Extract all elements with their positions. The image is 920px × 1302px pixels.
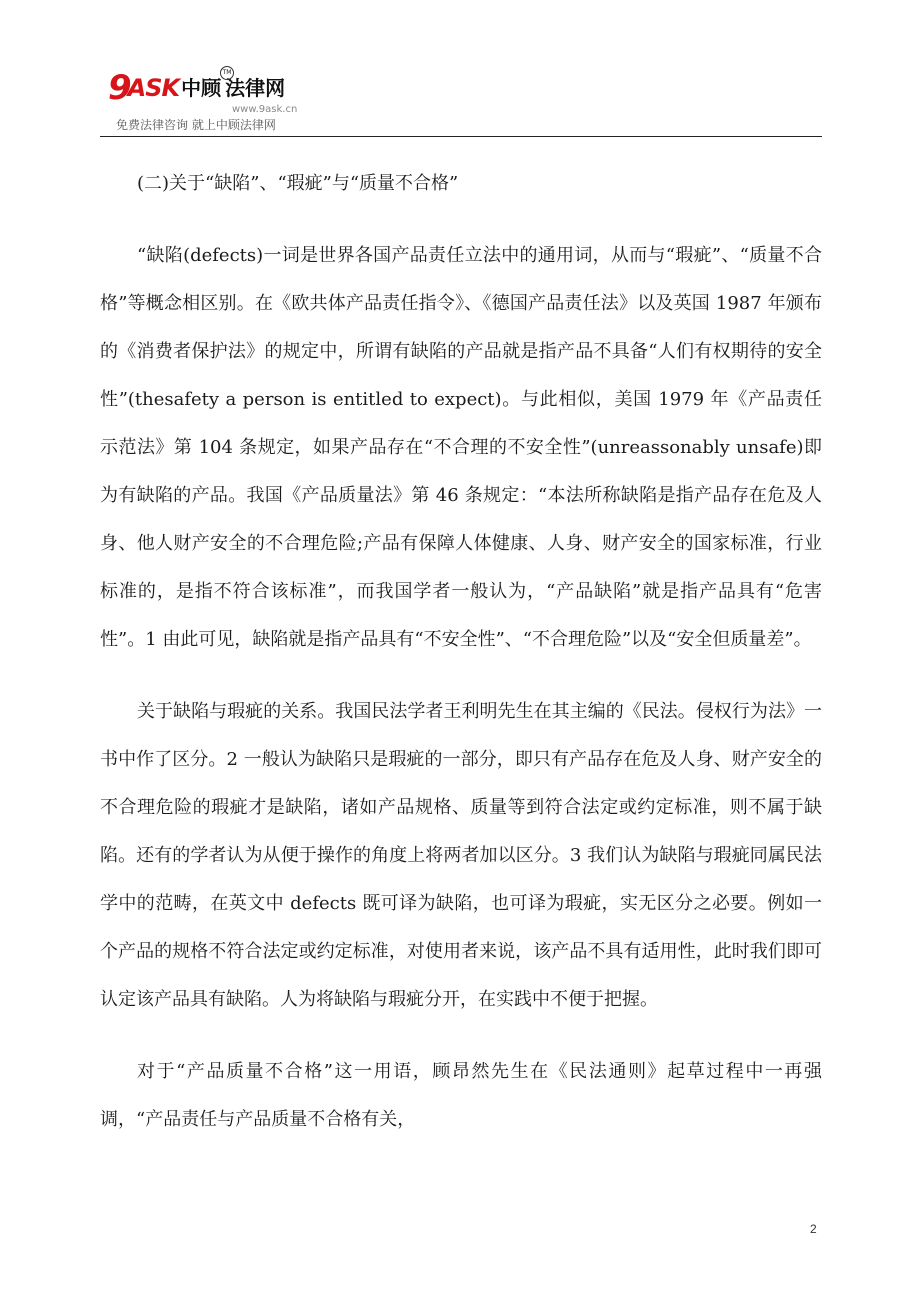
paragraph-defects-definition: “缺陷(defects)一词是世界各国产品责任立法中的通用词，从而与“瑕疵”、“质量不合格”等概念相区别。在《欧共体产品责任指令》、《德国产品责任法》以及英国 1987 年颁布的《消费者保护法》的规定中，所谓有缺陷的产品就是指产品不具备“人们有权期待的安全性”(thesafety a person is entitled to expect)。与此相似，美国 1979 年《产品责任示范法》第 104 条规定，如果产品存在“不合理的不安全性”(unreassonably unsafe)即为有缺陷的产品。我国《产品质量法》第 46 条规定：“本法所称缺陷是指产品存在危及人身、他人财产安全的不合理危险;产品有保障人体健康、人身、财产安全的国家标准，行业标准的，是指不符合该标准”，而我国学者一般认为，“产品缺陷”就是指产品具有“危害性”。1 由此可见，缺陷就是指产品具有“不安全性”、“不合理危险”以及“安全但质量差”。 bbox=[100, 245, 822, 650]
logo-chinese-subname: 法律网 bbox=[225, 76, 286, 100]
logo-ask: ASK bbox=[127, 74, 180, 102]
logo-slogan: 免费法律咨询 就上中顾法律网 bbox=[116, 118, 276, 132]
section-heading: (二)关于“缺陷”、“瑕疵”与“质量不合格” bbox=[137, 173, 459, 194]
page-header bbox=[0, 0, 920, 140]
site-logo[interactable] bbox=[108, 70, 328, 130]
paragraph-defects-vs-flaws: 关于缺陷与瑕疵的关系。我国民法学者王利明先生在其主编的《民法。侵权行为法》一书中作了区分。2 一般认为缺陷只是瑕疵的一部分，即只有产品存在危及人身、财产安全的不合理危险的瑕疵才是缺陷，诸如产品规格、质量等到符合法定或约定标准，则不属于缺陷。还有的学者认为从便于操作的角度上将两者加以区分。3 我们认为缺陷与瑕疵同属民法学中的范畴，在英文中 defects 既可译为缺陷，也可译为瑕疵，实无区分之必要。例如一个产品的规格不符合法定或约定标准，对使用者来说，该产品不具有适用性，此时我们即可认定该产品具有缺陷。人为将缺陷与瑕疵分开，在实践中不便于把握。 bbox=[100, 701, 822, 1010]
paragraph-quality-nonconformity: 对于“产品质量不合格”这一用语，顾昂然先生在《民法通则》起草过程中一再强调，“产品责任与产品质量不合格有关， bbox=[100, 1061, 822, 1130]
logo-url: www.9ask.cn bbox=[232, 104, 298, 115]
logo-wordmark bbox=[108, 70, 285, 106]
trademark-icon: TM bbox=[220, 66, 234, 80]
logo-nine: 9 bbox=[108, 68, 132, 108]
document-body bbox=[100, 160, 822, 1168]
page-number: 2 bbox=[810, 1222, 817, 1236]
header-divider bbox=[100, 136, 822, 137]
logo-chinese-name: 中顾 bbox=[181, 76, 222, 100]
